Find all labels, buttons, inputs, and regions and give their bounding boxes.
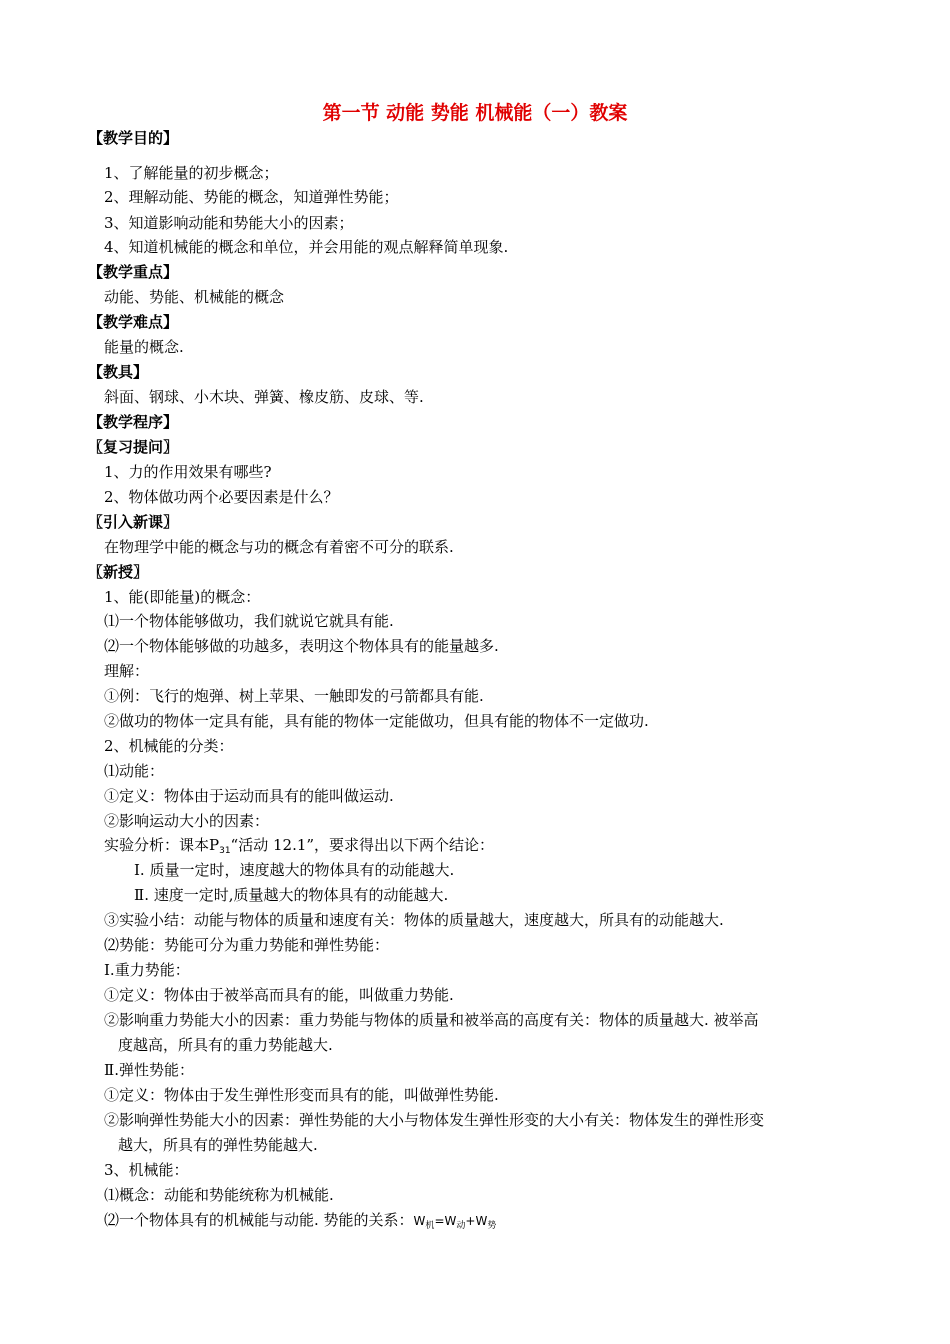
text-line: ⑵一个物体能够做的功越多，表明这个物体具有的能量越多.	[104, 637, 499, 655]
formula-symbol: +	[465, 1214, 476, 1228]
text-line: ⑴动能：	[104, 762, 165, 780]
text-line: 度越高，所具有的重力势能越大.	[118, 1036, 333, 1054]
mechanical-energy-formula	[413, 1214, 497, 1231]
formula-subscript: 机	[425, 1221, 435, 1231]
text-line: ⑴一个物体能够做功，我们就说它就具有能.	[104, 612, 394, 630]
text-line: 理解：	[104, 662, 150, 680]
text-line: 3、知道影响动能和势能大小的因素；	[104, 214, 354, 232]
text-line: ⑵势能：势能可分为重力势能和弹性势能：	[104, 936, 390, 954]
section-heading: 〖新授〗	[88, 563, 149, 581]
text-line: 1、能(即能量)的概念：	[104, 588, 261, 606]
text-line: 2、理解动能、势能的概念，知道弹性势能；	[104, 188, 399, 206]
formula-symbol: =	[434, 1214, 445, 1228]
section-heading: 【教学目的】	[88, 129, 179, 147]
textbook-activity-ref: “活动 12.1”，要求得出以下两个结论：	[230, 836, 495, 854]
text-line: ②影响弹性势能大小的因素：弹性势能的大小与物体发生弹性形变的大小有关：物体发生的弹性形变	[104, 1111, 765, 1129]
document-title: 第一节 动能 势能 机械能（一）教案	[322, 102, 628, 124]
text-line: 斜面、钢球、小木块、弹簧、橡皮筋、皮球、等.	[104, 388, 424, 406]
text-line: ⑴概念：动能和势能统称为机械能.	[104, 1186, 334, 1204]
text-line: 3、机械能：	[104, 1161, 189, 1179]
text-line: 2、机械能的分类：	[104, 737, 234, 755]
text-line: ③实验小结：动能与物体的质量和速度有关：物体的质量越大，速度越大，所具有的动能越大.	[104, 911, 724, 929]
section-heading: 【教学重点】	[88, 263, 179, 281]
section-heading: 【教学程序】	[88, 413, 179, 431]
text-line: ②做功的物体一定具有能，具有能的物体一定能做功，但具有能的物体不一定做功.	[104, 712, 649, 730]
section-heading: 〖复习提问〗	[88, 438, 179, 456]
text-line: 4、知道机械能的概念和单位，并会用能的观点解释简单现象.	[104, 238, 509, 256]
text-line: 实验分析：课本$P_{31}“$活动 12.1”，要求得出以下两个结论：	[104, 836, 495, 856]
text-line: 能量的概念.	[104, 338, 184, 356]
section-heading: 〖引入新课〗	[88, 513, 179, 531]
text-line: 越大，所具有的弹性势能越大.	[118, 1136, 318, 1154]
page-number-subscript: 31	[219, 846, 231, 856]
formula-symbol: W	[413, 1214, 426, 1228]
text-line: Ⅱ. 速度一定时,质量越大的物体具有的动能越大.	[134, 886, 449, 904]
text-line: Ⅰ.重力势能：	[104, 961, 190, 979]
text-line: 2、物体做功两个必要因素是什么？	[104, 488, 339, 506]
text-line: Ⅰ. 质量一定时，速度越大的物体具有的动能越大.	[134, 861, 455, 879]
formula-subscript: 动	[456, 1221, 466, 1231]
text-line: ⑵一个物体具有的机械能与动能. 势能的关系：$W_机=W_动+W_势$	[104, 1211, 497, 1231]
text-line: ①例：飞行的炮弹、树上苹果、一触即发的弓箭都具有能.	[104, 687, 484, 705]
formula-subscript: 势	[487, 1221, 497, 1231]
section-heading: 【教具】	[88, 363, 149, 381]
text-line: ②影响运动大小的因素：	[104, 812, 270, 830]
text-line: 在物理学中能的概念与功的概念有着密不可分的联系.	[104, 538, 454, 556]
text-line: ②影响重力势能大小的因素：重力势能与物体的质量和被举高的高度有关：物体的质量越大. 被举高	[104, 1011, 759, 1029]
formula-symbol: W	[475, 1214, 488, 1228]
text-line: ①定义：物体由于发生弹性形变而具有的能，叫做弹性势能.	[104, 1086, 499, 1104]
text-line: 1、力的作用效果有哪些?	[104, 463, 272, 481]
text-line: 1、了解能量的初步概念；	[104, 164, 279, 182]
formula-symbol: W	[444, 1214, 457, 1228]
text-line: ①定义：物体由于运动而具有的能叫做运动.	[104, 787, 394, 805]
text-line: ①定义：物体由于被举高而具有的能，叫做重力势能.	[104, 986, 454, 1004]
text-line: Ⅱ.弹性势能：	[104, 1061, 194, 1079]
section-heading: 【教学难点】	[88, 313, 179, 331]
text-line: 动能、势能、机械能的概念	[104, 288, 285, 306]
